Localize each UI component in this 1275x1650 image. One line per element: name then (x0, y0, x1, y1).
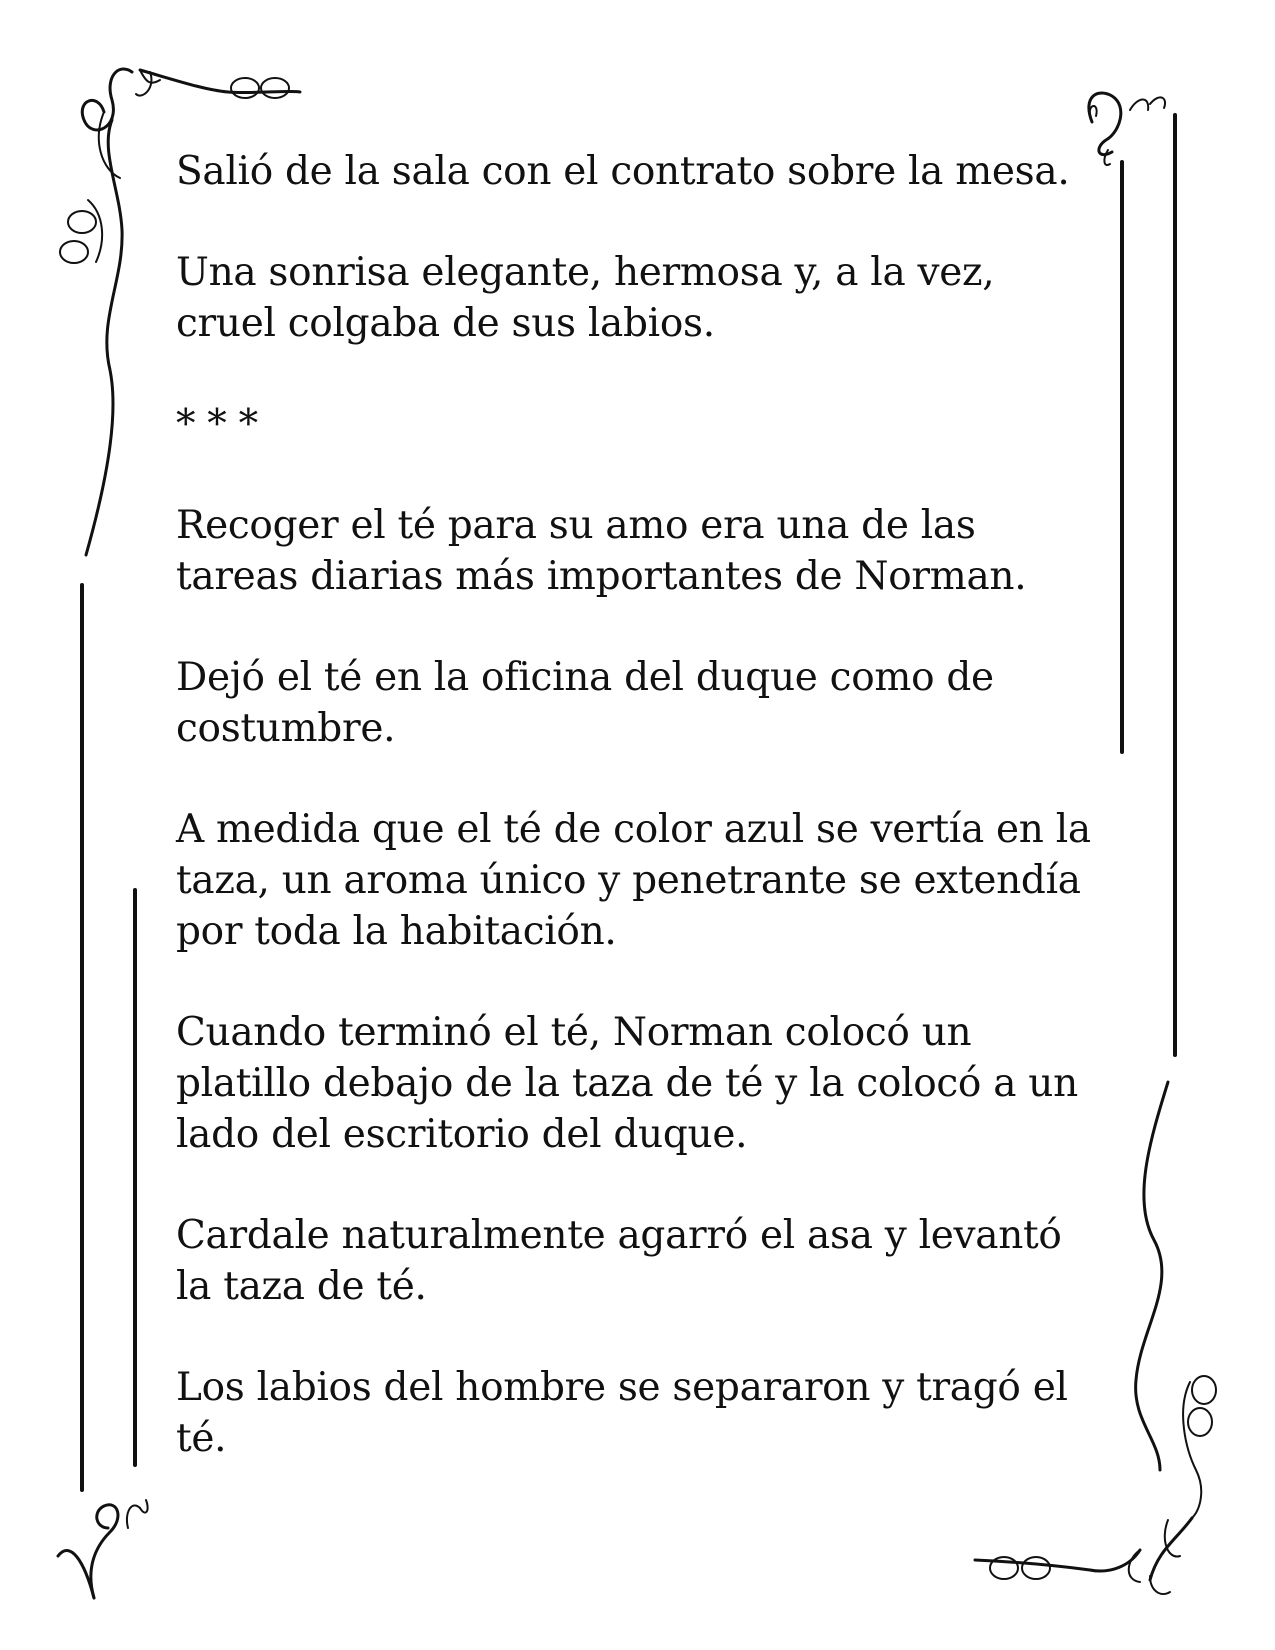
paragraph: Cuando terminó el té, Norman colocó un platillo debajo de la taza de té y la colocó a un lado del escritorio del duque. (176, 1010, 1078, 1157)
paragraph: Dejó el té en la oficina del duque como de costumbre. (176, 655, 994, 751)
paragraph: Los labios del hombre se separaron y tragó el té. (176, 1365, 1068, 1461)
paragraph: Una sonrisa elegante, hermosa y, a la vez, cruel colgaba de sus labios. (176, 250, 995, 346)
page-body (176, 146, 1106, 1514)
scene-break: * * * (176, 402, 258, 447)
paragraph: Salió de la sala con el contrato sobre la mesa. (176, 149, 1070, 194)
paragraph: Cardale naturalmente agarró el asa y levantó la taza de té. (176, 1213, 1062, 1309)
paragraph: Recoger el té para su amo era una de las tareas diarias más importantes de Norman. (176, 503, 1027, 599)
paragraph: A medida que el té de color azul se vertía en la taza, un aroma único y penetrante se extendía por toda la habitación. (176, 807, 1091, 954)
flourish-bottom-left (58, 1500, 148, 1598)
